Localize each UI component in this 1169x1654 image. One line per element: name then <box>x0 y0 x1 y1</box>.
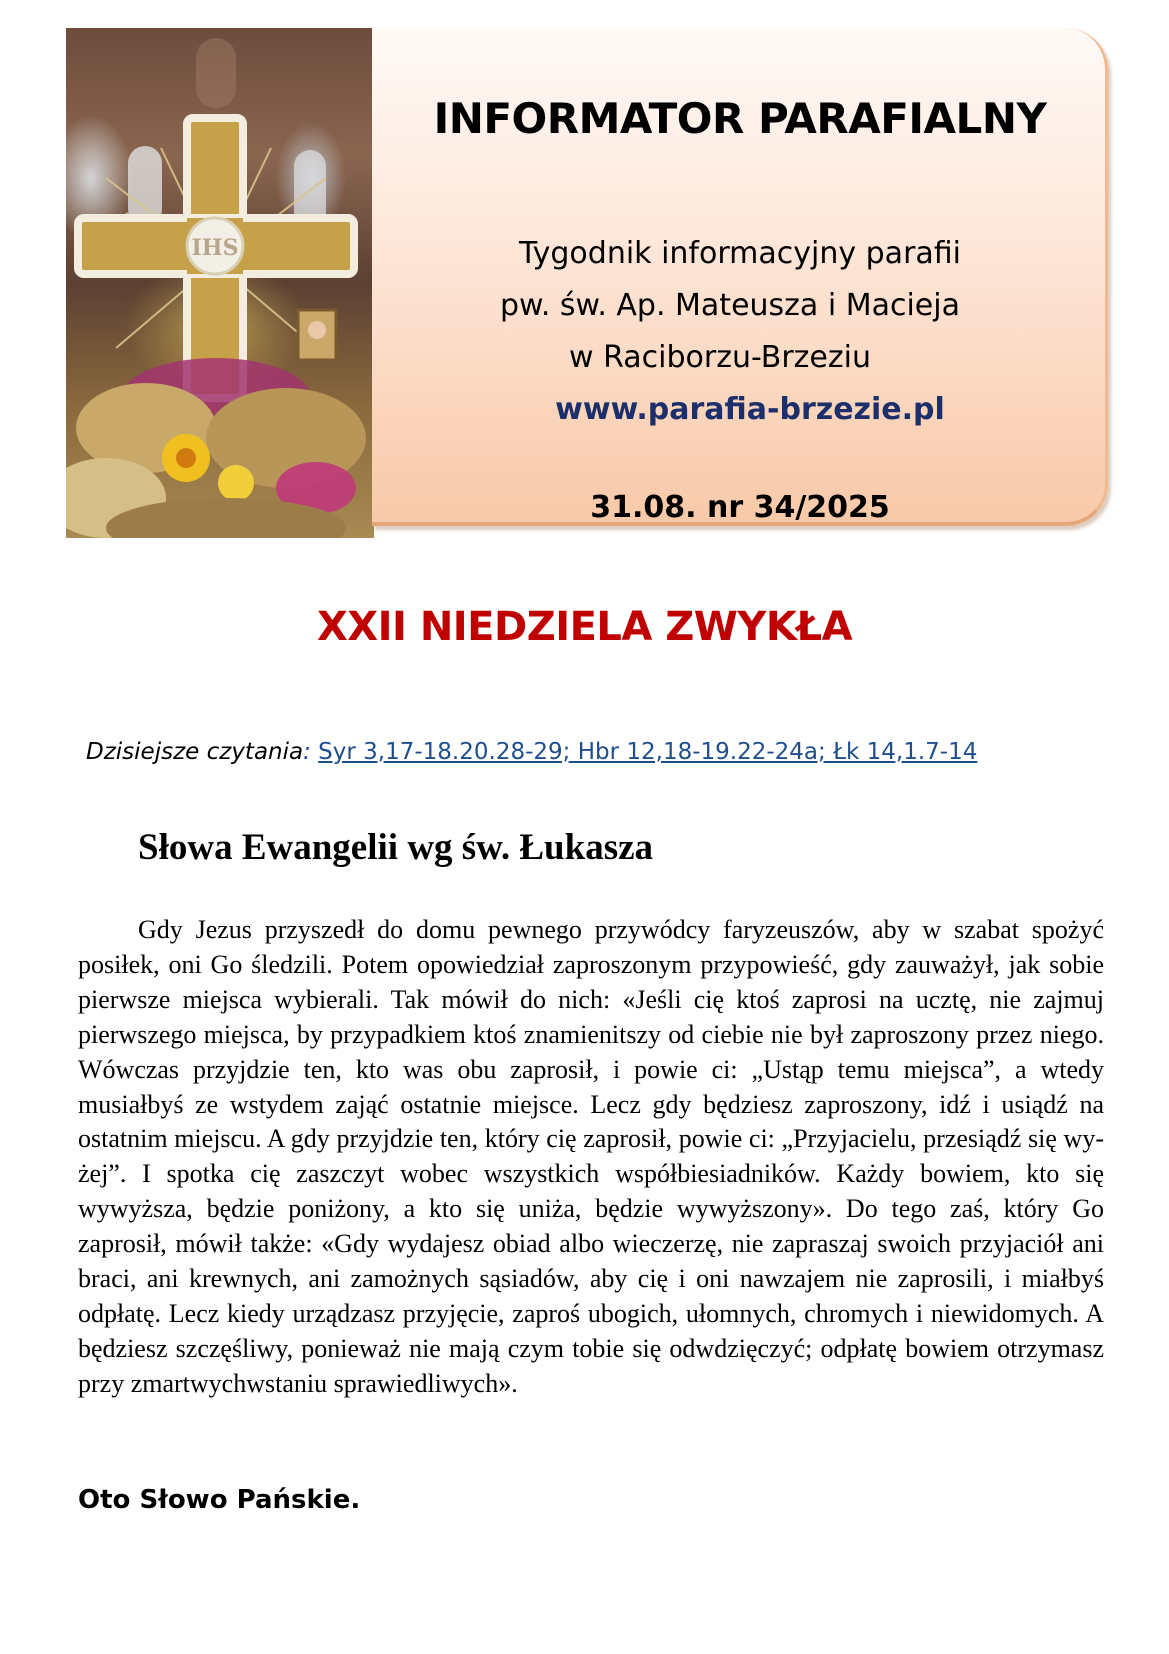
bulletin-title: INFORMATOR PARAFIALNY <box>433 94 1047 143</box>
readings-references-link[interactable]: Syr 3,17-18.20.28-29; Hbr 12,18-19.22-24a; Łk 14,1.7-14 <box>318 739 978 765</box>
ihs-inscription: IHS <box>191 235 239 261</box>
gospel-heading: Słowa Ewangelii wg św. Łukasza <box>138 827 654 868</box>
readings-line <box>86 739 977 765</box>
readings-label: Dzisiejsze czytania <box>86 739 304 765</box>
flowers <box>66 358 366 538</box>
subtitle-line-3: w Raciborzu-Brzeziu <box>569 340 871 375</box>
cross-illustration <box>66 28 374 538</box>
header-info-box <box>372 28 1108 526</box>
gospel-text: Gdy Jezus przyszedł do domu pewnego przywódcy faryzeuszów, aby w szabat spożyć posiłek, oni Go śledzili. Potem opowiedział zaproszonym przypowieść, gdy zauważył, jak sobie pierwsze miejsca wybierali. Tak mówił do nich: «Jeśli cię ktoś zaprosi na ucztę, nie zajmuj pierwszego miejsca, by przypadkiem ktoś znamienitszy od ciebie nie był zaproszony przez niego. Wówczas przyjdzie ten, kto was obu zaprosił, i powie ci: „Ustąp temu miejsca”, a wtedy musiałbyś ze wstydem zająć ostatnie miejsce. Lecz gdy będziesz zaproszony, idź i usiądź na ostatnim miejscu. A gdy przyjdzie ten, który cię zaprosił, powie ci: „Przyjacielu, przesiądź się wyżej”. I spotka cię zaszczyt wobec wszystkich współbiesiadników. Każdy bowiem, kto się wywyższa, będzie poniżony, a kto się uniża, będzie wywyższony». Do tego zaś, który Go zaprosił, mówił także: «Gdy wydajesz obiad albo wieczerzę, nie zapraszaj swoich przyjaciół ani braci, ani krewnych, ani zamożnych sąsiadów, aby cię i oni nawzajem nie zaprosili, i miałbyś odpłatę. Lecz kiedy urządzasz przyjęcie, zaproś ubogich, ułomnych, chromych i niewidomych. A będziesz szczęśliwy, ponieważ nie mają czym tobie się odwdzięczyć; odpłatę bowiem otrzymasz przy zmartwychwstaniu sprawiedliwych». <box>78 915 1104 1398</box>
subtitle-line-1: Tygodnik informacyjny parafii <box>518 236 962 271</box>
readings-colon: : <box>303 739 311 765</box>
harvest-cross-photo <box>66 28 374 538</box>
subtitle-line-2: pw. św. Ap. Mateusza i Macieja <box>500 288 960 323</box>
parish-website: www.parafia-brzezie.pl <box>555 392 945 427</box>
church-arch <box>196 38 236 108</box>
issue-number: 31.08. nr 34/2025 <box>590 490 890 525</box>
sunday-title: XXII NIEDZIELA ZWYKŁA <box>316 604 853 650</box>
holy-picture-face <box>308 321 326 339</box>
gospel-closing: Oto Słowo Pańskie. <box>78 1485 361 1515</box>
